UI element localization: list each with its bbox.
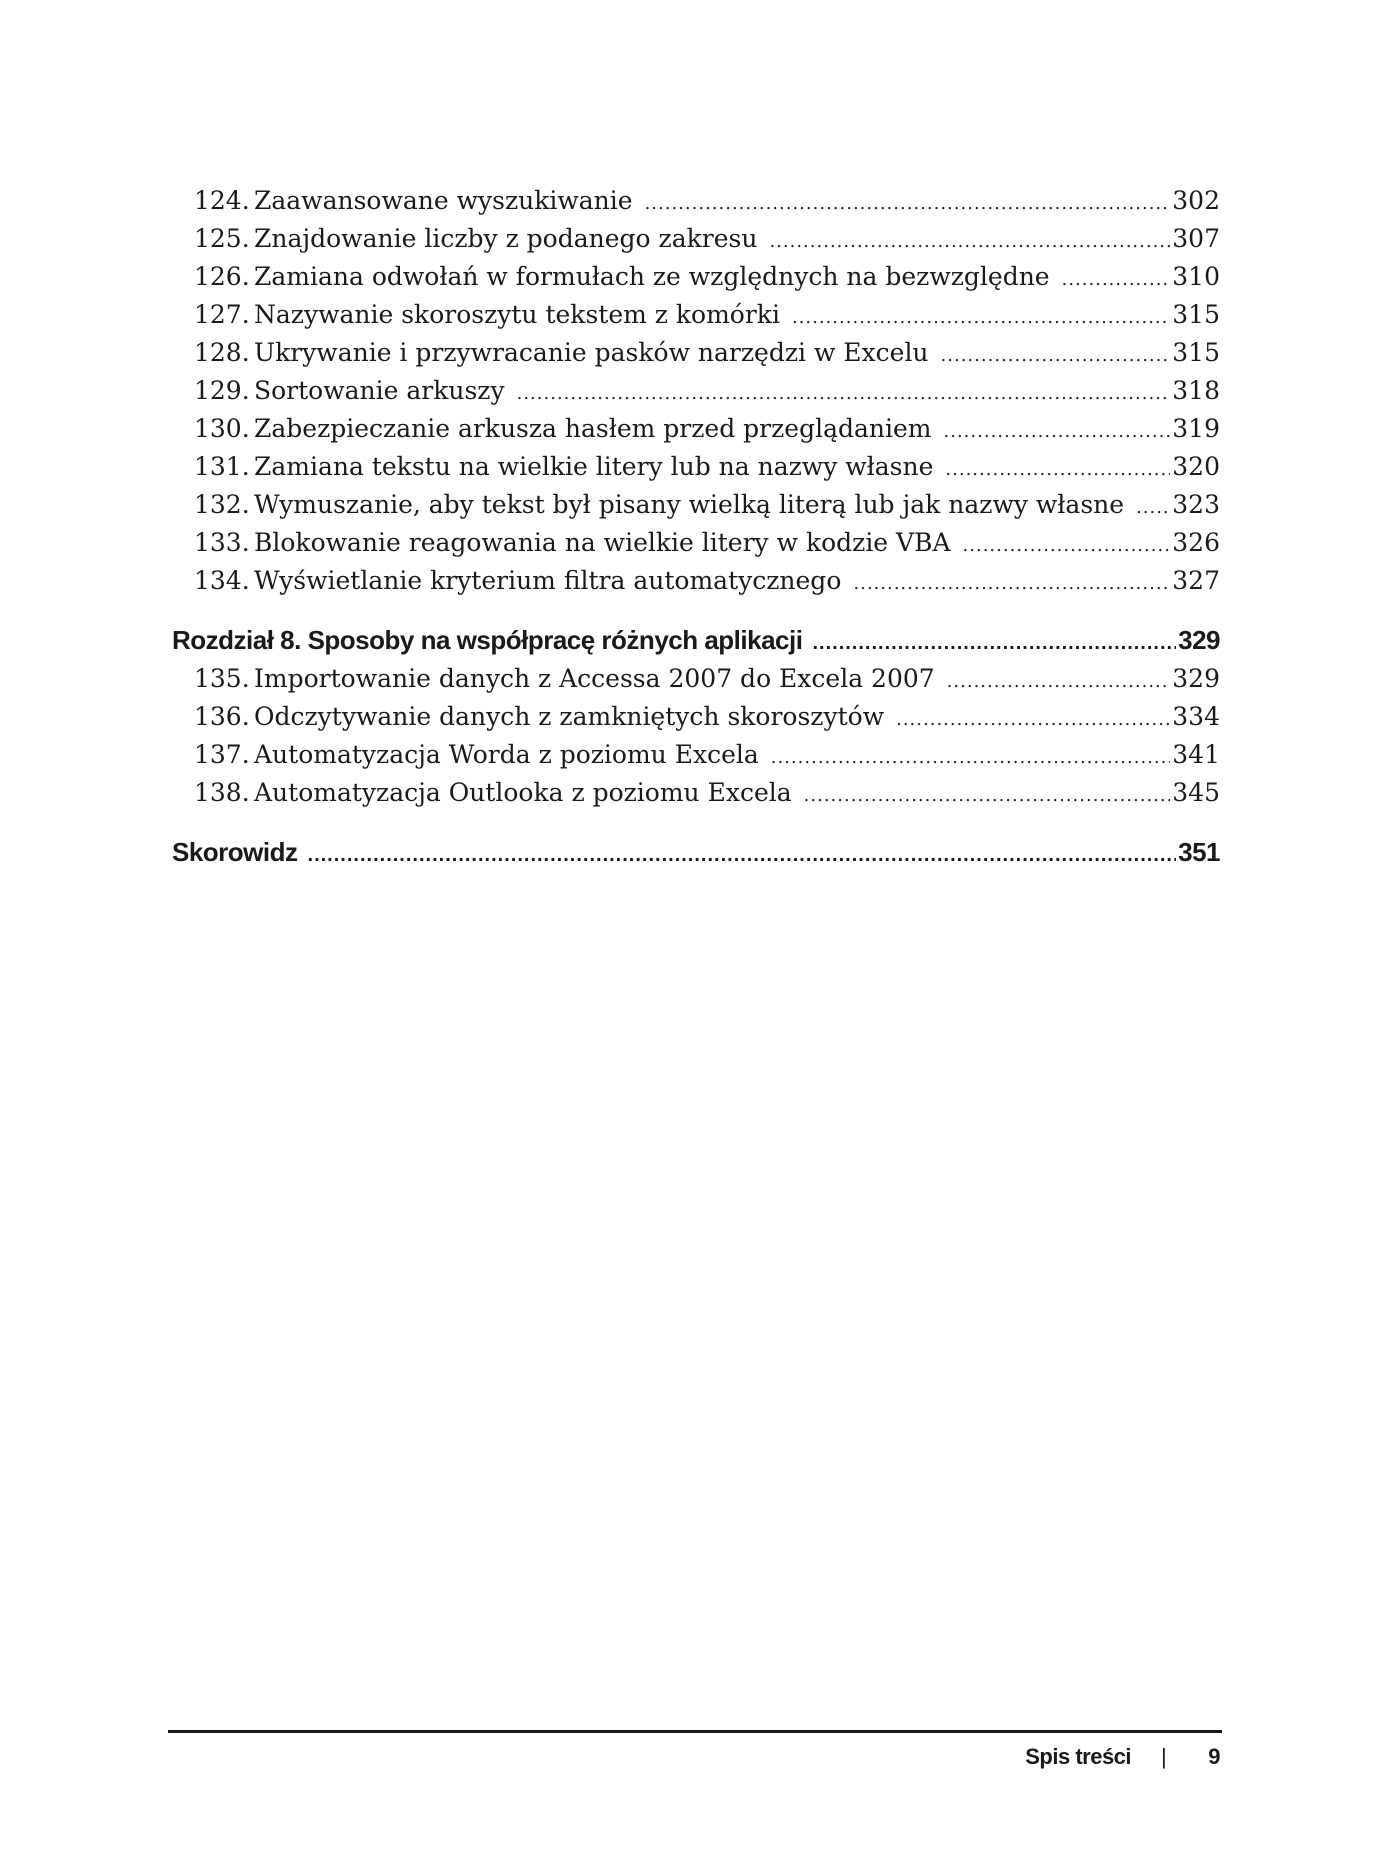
- chapter-heading[interactable]: [172, 620, 1220, 660]
- dot-leader: [812, 623, 1176, 663]
- dot-leader: [941, 337, 1171, 375]
- toc-entry[interactable]: [172, 660, 1220, 698]
- entry-page-number: 341: [1172, 740, 1220, 769]
- entry-page-number: 334: [1172, 702, 1220, 731]
- toc-entry[interactable]: [172, 258, 1220, 296]
- entry-number: 125.: [194, 224, 250, 253]
- entry-title: Blokowanie reagowania na wielkie litery w kodzie VBA: [254, 528, 951, 557]
- entry-number: 138.: [194, 778, 250, 807]
- chapter-title: Rozdział 8. Sposoby na współpracę różnych aplikacji: [172, 625, 803, 655]
- entry-title: Zaawansowane wyszukiwanie: [254, 186, 633, 215]
- toc-entry[interactable]: [172, 448, 1220, 486]
- entry-number: 124.: [194, 186, 250, 215]
- entry-number: 127.: [194, 300, 250, 329]
- dot-leader: [947, 663, 1171, 701]
- entry-page-number: 329: [1172, 664, 1220, 693]
- toc-entry[interactable]: [172, 736, 1220, 774]
- dot-leader: [792, 299, 1170, 337]
- dot-leader: [1136, 489, 1170, 527]
- dot-leader: [804, 777, 1171, 815]
- footer-separator: |: [1161, 1744, 1167, 1769]
- entry-title: Zamiana tekstu na wielkie litery lub na nazwy własne: [254, 452, 934, 481]
- toc-entry[interactable]: [172, 220, 1220, 258]
- entry-title: Zabezpieczanie arkusza hasłem przed przeglądaniem: [254, 414, 932, 443]
- dot-leader: [308, 835, 1177, 875]
- dot-leader: [853, 565, 1170, 603]
- dot-leader: [769, 223, 1170, 261]
- entry-page-number: 320: [1172, 452, 1220, 481]
- entry-title: Sortowanie arkuszy: [254, 376, 505, 405]
- entry-page-number: 302: [1172, 186, 1220, 215]
- chapter-title: Skorowidz: [172, 837, 298, 867]
- dot-leader: [771, 739, 1171, 777]
- dot-leader: [517, 375, 1171, 413]
- entry-page-number: 315: [1172, 300, 1220, 329]
- dot-leader: [945, 451, 1170, 489]
- entry-number: 137.: [194, 740, 250, 769]
- entry-number: 132.: [194, 490, 250, 519]
- entry-number: 126.: [194, 262, 250, 291]
- entry-title: Automatyzacja Worda z poziomu Excela: [254, 740, 759, 769]
- entry-page-number: 310: [1172, 262, 1220, 291]
- entry-title: Automatyzacja Outlooka z poziomu Excela: [254, 778, 792, 807]
- toc-entry[interactable]: [172, 182, 1220, 220]
- toc-entry[interactable]: [172, 698, 1220, 736]
- dot-leader: [896, 701, 1170, 739]
- entry-title: Nazywanie skoroszytu tekstem z komórki: [254, 300, 780, 329]
- entry-number: 128.: [194, 338, 250, 367]
- toc-entry[interactable]: [172, 410, 1220, 448]
- entry-number: 129.: [194, 376, 250, 405]
- toc-entry[interactable]: [172, 486, 1220, 524]
- toc-entry[interactable]: [172, 524, 1220, 562]
- entry-number: 136.: [194, 702, 250, 731]
- footer-page-number: 9: [1208, 1744, 1220, 1769]
- dot-leader: [963, 527, 1171, 565]
- chapter-page-number: 351: [1178, 837, 1220, 867]
- entry-number: 134.: [194, 566, 250, 595]
- toc-entry[interactable]: [172, 334, 1220, 372]
- entry-page-number: 307: [1172, 224, 1220, 253]
- entry-title: Importowanie danych z Accessa 2007 do Excela 2007: [254, 664, 935, 693]
- entry-page-number: 319: [1172, 414, 1220, 443]
- entry-page-number: 345: [1172, 778, 1220, 807]
- entry-number: 130.: [194, 414, 250, 443]
- entry-page-number: 327: [1172, 566, 1220, 595]
- dot-leader: [645, 185, 1171, 223]
- entry-page-number: 326: [1172, 528, 1220, 557]
- dot-leader: [944, 413, 1171, 451]
- entry-title: Ukrywanie i przywracanie pasków narzędzi w Excelu: [254, 338, 929, 367]
- entry-number: 133.: [194, 528, 250, 557]
- entry-title: Zamiana odwołań w formułach ze względnych na bezwzględne: [254, 262, 1050, 291]
- entry-title: Znajdowanie liczby z podanego zakresu: [254, 224, 758, 253]
- entry-page-number: 318: [1172, 376, 1220, 405]
- page-footer: [1025, 1744, 1220, 1770]
- entry-page-number: 315: [1172, 338, 1220, 367]
- entry-title: Wyświetlanie kryterium filtra automatycznego: [254, 566, 842, 595]
- entry-title: Wymuszanie, aby tekst był pisany wielką literą lub jak nazwy własne: [254, 490, 1125, 519]
- chapter-heading[interactable]: [172, 832, 1220, 872]
- toc-entry[interactable]: [172, 296, 1220, 334]
- toc-entry[interactable]: [172, 774, 1220, 812]
- entry-page-number: 323: [1172, 490, 1220, 519]
- toc-entry[interactable]: [172, 562, 1220, 600]
- footer-label: Spis treści: [1025, 1744, 1132, 1769]
- chapter-page-number: 329: [1178, 625, 1220, 655]
- entry-title: Odczytywanie danych z zamkniętych skoroszytów: [254, 702, 885, 731]
- dot-leader: [1062, 261, 1171, 299]
- footer-rule: [168, 1730, 1222, 1733]
- entry-number: 131.: [194, 452, 250, 481]
- table-of-contents: [172, 182, 1220, 872]
- toc-entry[interactable]: [172, 372, 1220, 410]
- entry-number: 135.: [194, 664, 250, 693]
